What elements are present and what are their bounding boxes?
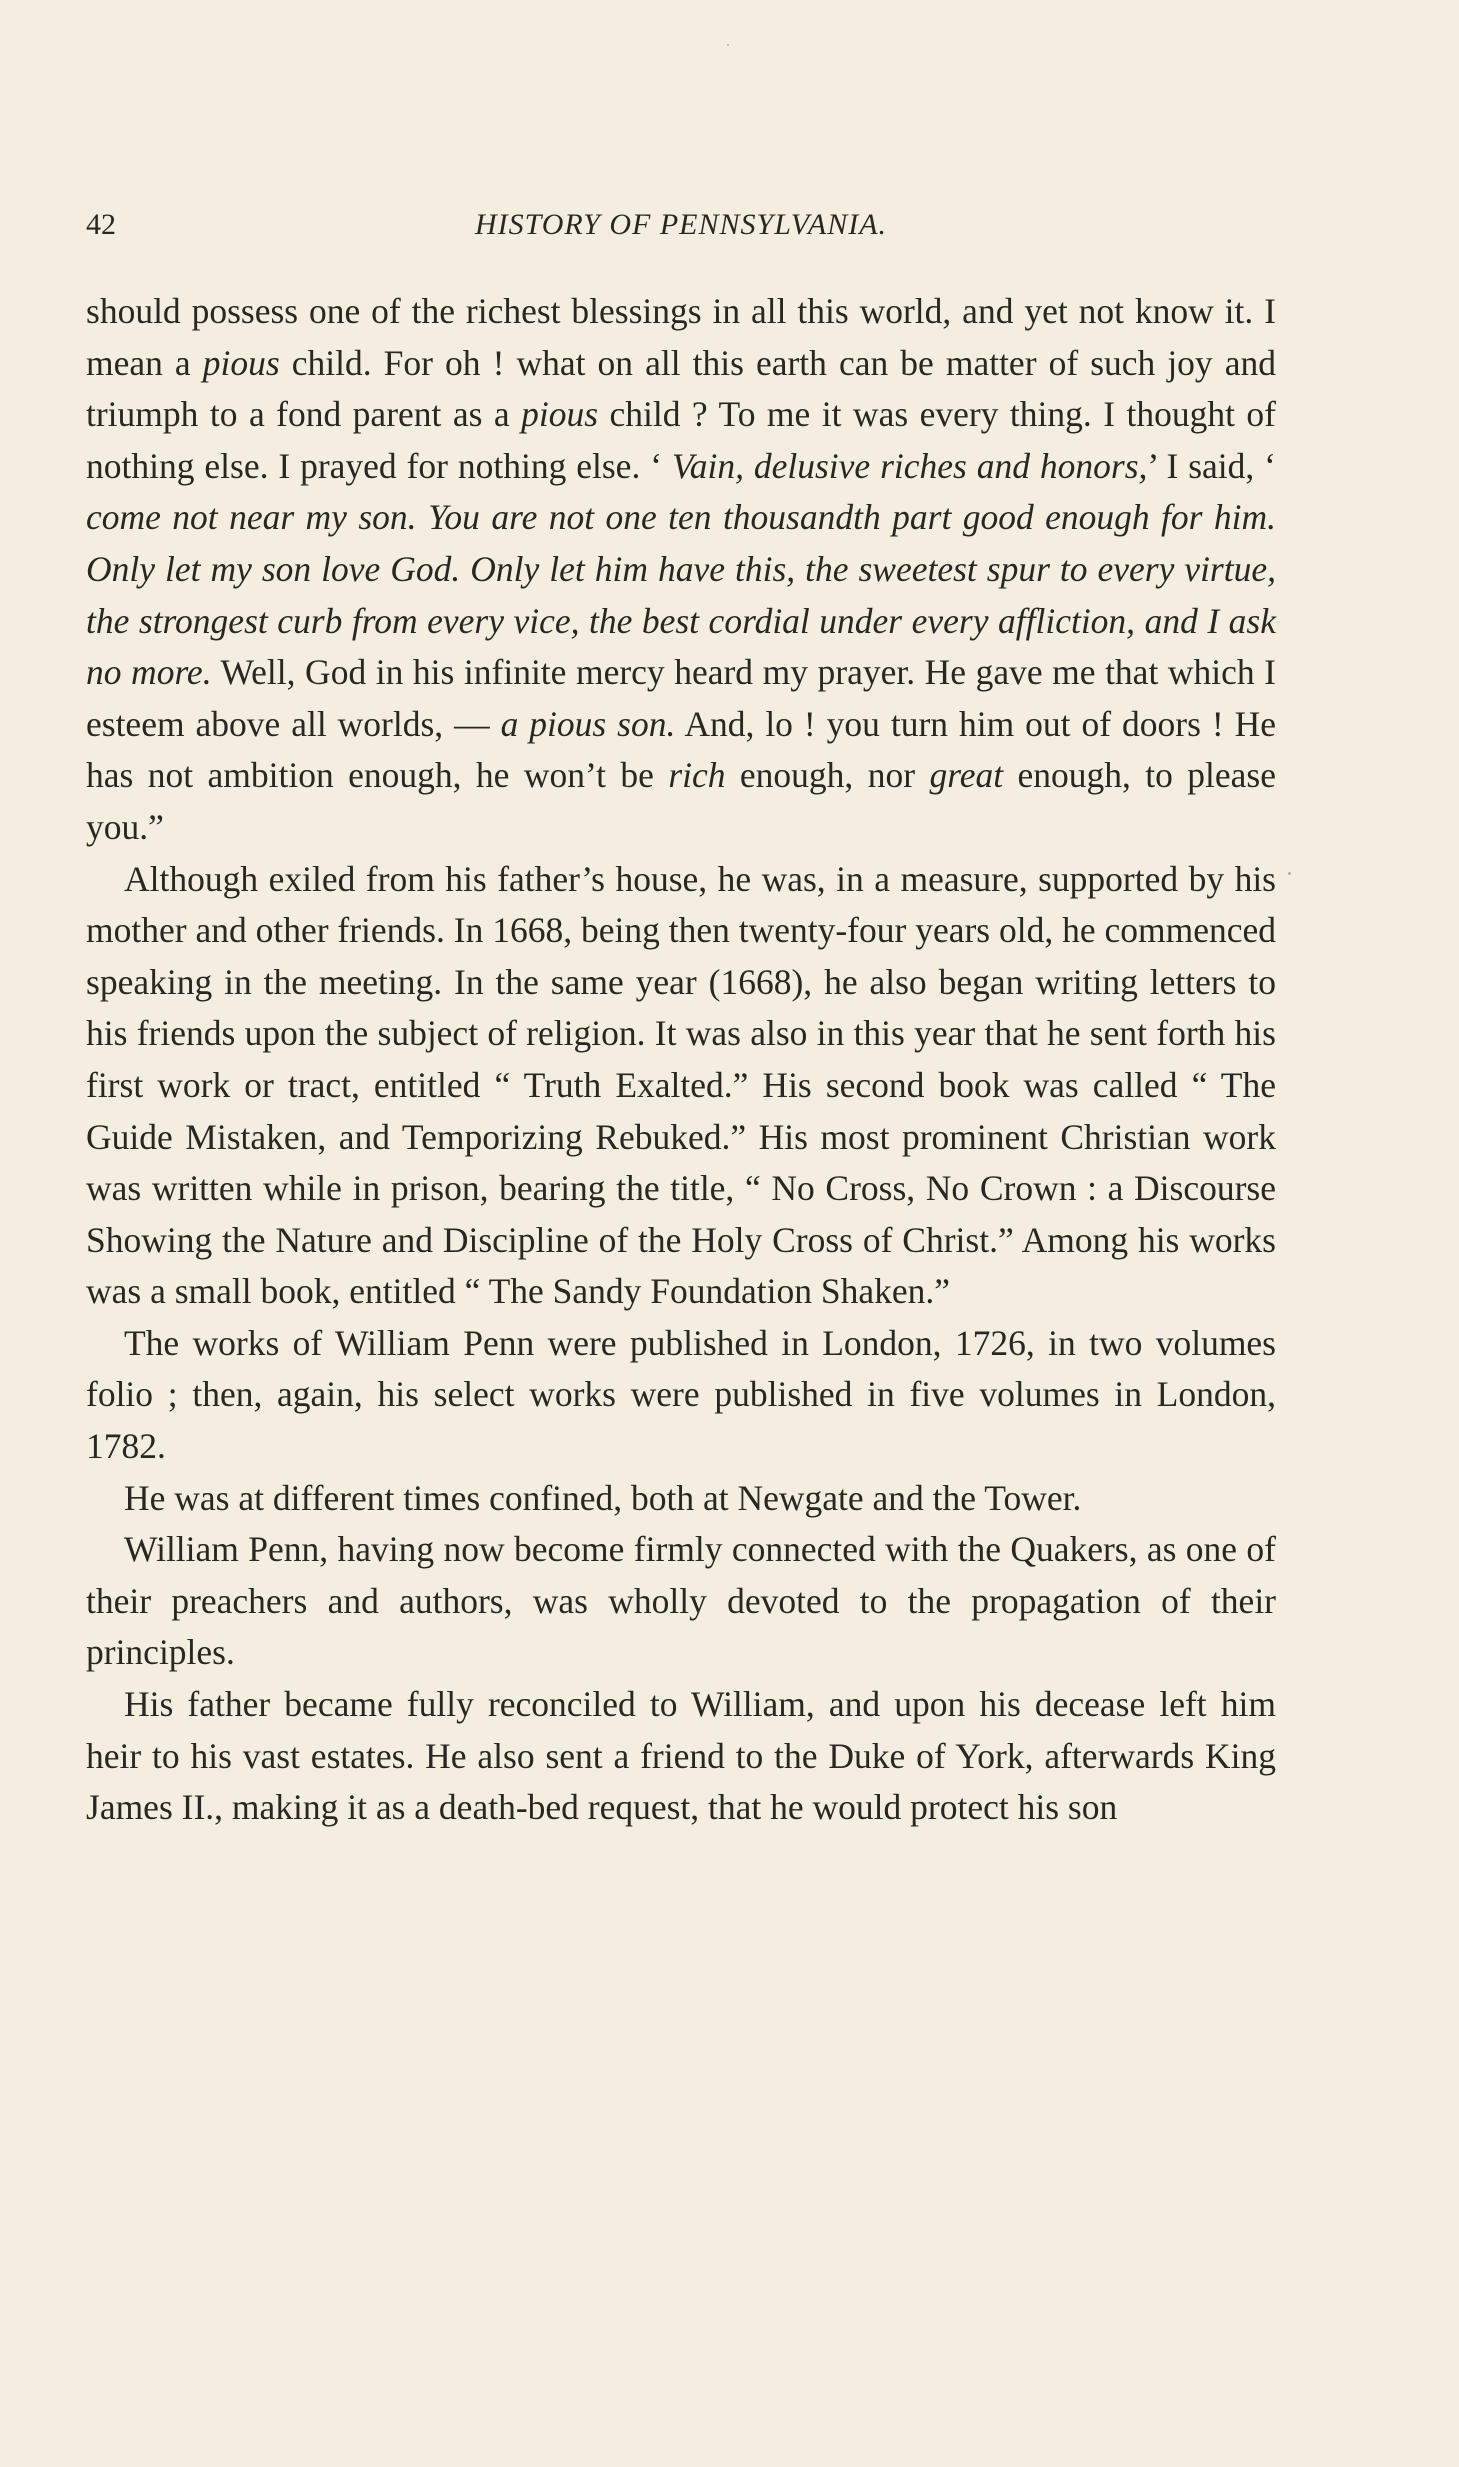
text-run: Although exiled from his father’s house, he was, in a measure, supported by his mother and other friends. In 1668, being then twenty-four years old, he commenced speaking in the meeting. In the same year (1668), he also began writing letters to his friends upon the subject of religion. It was also in this year that he sent forth his first work or tract, entitled “ Truth Exalted.” His second book was called “ The Guide Mistaken, and Temporizing Rebuked.” His most prominent Christian work was written while in prison, bearing the title, “ No Cross, No Crown : a Discourse Showing the Nature and Discipline of the Holy Cross of Christ.” Among his works was a small book, entitled “ The Sandy Foundation Shaken.” [86, 858, 1276, 1312]
text-run: enough, to please you.” [86, 755, 1276, 847]
text-run: William Penn, having now become firmly connected with the Quakers, as one of their preachers and authors, was wholly devoted to the propagation of their principles. [86, 1529, 1276, 1673]
text-run: child. For oh ! what on all this earth can be matter of such joy and triumph to a fond parent as a [86, 342, 1276, 435]
italic-text: come not near my son. You are not one ten thousandth part good enough for him. Only let my son love God. Only let him have this, the sweetest spur to every virtue, the strongest curb from every vice, the best cordial under every affliction, and I ask no more. [86, 497, 1276, 693]
paper-speck [1288, 872, 1291, 875]
text-run: His father became fully reconciled to William, and upon his decease left him heir to his vast estates. He also sent a friend to the Duke of York, afterwards King James II., making it as a death-bed request, that he would protect his son [86, 1684, 1276, 1828]
text-run: should possess one of the richest blessings in all this world, and yet not know it. I mean a [86, 291, 1276, 383]
text-run: He was at different times confined, both at Newgate and the Tower. [124, 1477, 1082, 1518]
paragraph [86, 854, 1276, 1318]
paragraph [86, 1524, 1276, 1679]
paragraph [86, 1679, 1276, 1834]
running-head [86, 208, 1276, 252]
italic-text: Vain, delusive riches and honors, [671, 445, 1148, 486]
italic-text: a pious son. [500, 703, 676, 744]
text-run: Well, God in his infinite mercy heard my prayer. He gave me that which I esteem above all worlds, — [86, 652, 1276, 744]
text-run: And, lo ! you turn him out of doors ! He has not ambition enough, he won’t be [86, 703, 1277, 796]
paragraph [86, 1473, 1276, 1525]
running-title: HISTORY OF PENNSYLVANIA. [474, 208, 888, 241]
text-run: child ? To me it was every thing. I thought of nothing else. I prayed for nothing else. ‘ [86, 394, 1276, 486]
paper-speck [727, 44, 729, 46]
paragraph [86, 286, 1276, 854]
text-run: ’ I said, ‘ [1147, 445, 1276, 486]
page-number: 42 [86, 208, 116, 241]
italic-text: pious [521, 394, 599, 435]
italic-text: great [929, 755, 1004, 796]
text-run: The works of William Penn were published in London, 1726, in two volumes folio ; then, again, his select works were published in five volumes in London, 1782. [86, 1322, 1276, 1467]
italic-text: pious [202, 342, 280, 383]
text-run: enough, nor [725, 755, 930, 796]
body-text [86, 286, 1276, 1834]
italic-text: rich [668, 755, 726, 796]
paragraph [86, 1318, 1276, 1473]
